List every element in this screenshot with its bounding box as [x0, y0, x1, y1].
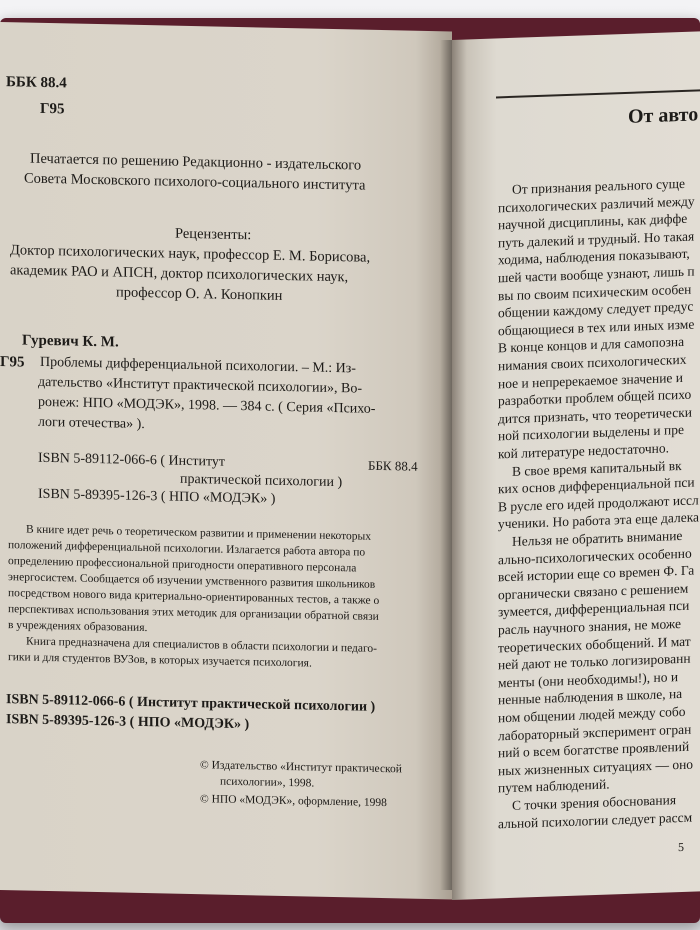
- citation-line3: ронеж: НПО «МОДЭК», 1998. — 384 с. ( Серия «Психо-: [38, 394, 376, 417]
- annotation-line: перспективах использования этих методик для организации обратной связи: [8, 603, 379, 623]
- right-page: [452, 31, 700, 900]
- right-page-line: С точки зрения обоснования: [512, 792, 677, 813]
- right-page-line: ненные наблюдения в школе, на: [498, 686, 683, 708]
- reviewer-line2: академик РАО и АПСН, доктор психологических наук,: [10, 262, 349, 286]
- bbk-repeat: ББК 88.4: [368, 457, 418, 474]
- right-page-line: ных жизненных ситуациях — оно: [498, 756, 694, 779]
- annotation-line: положений дифференциальной психологии. Излагается работа автора по: [8, 539, 366, 559]
- right-page-line: всей истории еще со времен Ф. Га: [498, 562, 695, 585]
- annotation-line: энергосистем. Сообщается об изучении умственного развития школьников: [8, 571, 376, 591]
- isbn-bottom2: ISBN 5-89395-126-3 ( НПО «МОДЭК» ): [6, 712, 250, 733]
- right-page-line: общающиеся в тех или иных изме: [498, 316, 695, 339]
- index-letter: Г95: [0, 354, 25, 371]
- isbn2: ISBN 5-89395-126-3 ( НПО «МОДЭК» ): [38, 486, 276, 507]
- right-page-line: В свое время капитальный вк: [512, 457, 682, 479]
- right-page-line: ученики. Но работа эта еще далека: [498, 509, 700, 532]
- right-page-line: разработки проблем общей психо: [498, 386, 692, 409]
- right-page-line: ном общении людей между собо: [498, 703, 686, 726]
- copyright1-line2: психологии», 1998.: [220, 775, 315, 790]
- right-page-line: ких основ дифференциальной пси: [498, 474, 695, 497]
- bbk-letter: Г95: [40, 100, 65, 118]
- annotation-line: Книга предназначена для специалистов в области психологии и педаго-: [26, 635, 377, 655]
- isbn1-line2: практической психологии ): [180, 471, 343, 491]
- reviewers-heading: Рецензенты:: [175, 225, 252, 244]
- right-page-line: От признания реального суще: [512, 175, 685, 197]
- right-page-line: ной психологии выделены и пре: [498, 422, 684, 444]
- right-page-line: ально-психологических особенно: [498, 545, 692, 567]
- author-name: Гуревич К. М.: [22, 332, 119, 351]
- isbn1-line1: ISBN 5-89112-066-6 ( Институт: [38, 450, 226, 470]
- bbk-code: ББК 88.4: [6, 74, 67, 92]
- annotation-line: посредством нового вида критериально-ориентированных тестов, а также о: [8, 587, 380, 607]
- right-page-line: научной дисциплины, как диффе: [498, 210, 688, 233]
- annotation-line: в учреждениях образования.: [8, 619, 148, 635]
- publish-note-line2: Совета Московского психолого-социального института: [24, 170, 366, 194]
- annotation-line: определению профессиональной пригодности оперативного персонала: [8, 555, 357, 575]
- right-page-line: органически связано с решением: [498, 580, 689, 603]
- reviewer-line1: Доктор психологических наук, профессор Е. М. Борисова,: [10, 242, 371, 266]
- right-page-line: дится признать, что теоретически: [498, 404, 692, 427]
- right-page-line: общении каждому следует предус: [498, 298, 694, 321]
- citation-line4: логи отечества» ).: [38, 414, 145, 433]
- right-page-line: ний о всем богатстве проявлений: [498, 738, 690, 761]
- right-page-line: ходима, наблюдения показывают,: [498, 246, 690, 268]
- right-page-line: В конце концов и для самопозна: [498, 334, 685, 356]
- right-page-line: кой литературе недостаточно.: [498, 440, 670, 462]
- publish-note-line1: Печатается по решению Редакционно - издательского: [30, 150, 362, 174]
- citation-line2: дательство «Институт практической психологии», Во-: [38, 374, 363, 397]
- copyright1-line1: © Издательство «Институт практической: [200, 759, 402, 776]
- annotation-line: В книге идет речь о теоретическом развитии и применении некоторых: [26, 523, 371, 543]
- right-page-line: теоретических обобщений. И мат: [498, 633, 691, 655]
- right-page-line: Нельзя не обратить внимание: [512, 527, 683, 549]
- right-page-line: путь далекий и трудный. Но такая: [498, 228, 695, 251]
- chapter-heading: От авто: [628, 103, 699, 128]
- citation-line1: Проблемы дифференциальной психологии. – М.: Из-: [40, 354, 356, 377]
- copyright2: © НПО «МОДЭК», оформление, 1998: [200, 793, 387, 810]
- page-number: 5: [678, 839, 684, 855]
- annotation-line: гики и для студентов ВУЗов, в которых изучается психология.: [8, 651, 312, 670]
- right-page-line: ней дают не только логизированн: [498, 650, 691, 673]
- right-page-line: менты (они необходимы!), но и: [498, 668, 679, 691]
- right-page-line: лабораторный эксперимент огран: [498, 721, 692, 743]
- right-page-line: психологических различий между: [498, 193, 695, 215]
- right-page-line: вы по своим психическим особен: [498, 281, 692, 303]
- right-page-line: расль научного знания, не може: [498, 616, 682, 638]
- isbn-bottom1: ISBN 5-89112-066-6 ( Институт практической психологии ): [6, 692, 376, 715]
- right-page-line: ное и непререкаемое значение и: [498, 369, 684, 391]
- left-page: [0, 22, 452, 899]
- right-page-line: нимания своих психологических: [498, 351, 687, 374]
- right-page-line: шей части вообще узнают, лишь п: [498, 263, 695, 286]
- right-page-line: альной психологии следует рассм: [498, 809, 693, 831]
- right-page-line: зумеется, дифференциальная пси: [498, 598, 690, 620]
- right-page-line: путем наблюдений.: [498, 776, 610, 796]
- reviewer-line3: профессор О. А. Конопкин: [116, 284, 283, 304]
- heading-rule: [496, 89, 700, 98]
- right-page-line: В русле его идей продолжают иссл: [498, 492, 699, 515]
